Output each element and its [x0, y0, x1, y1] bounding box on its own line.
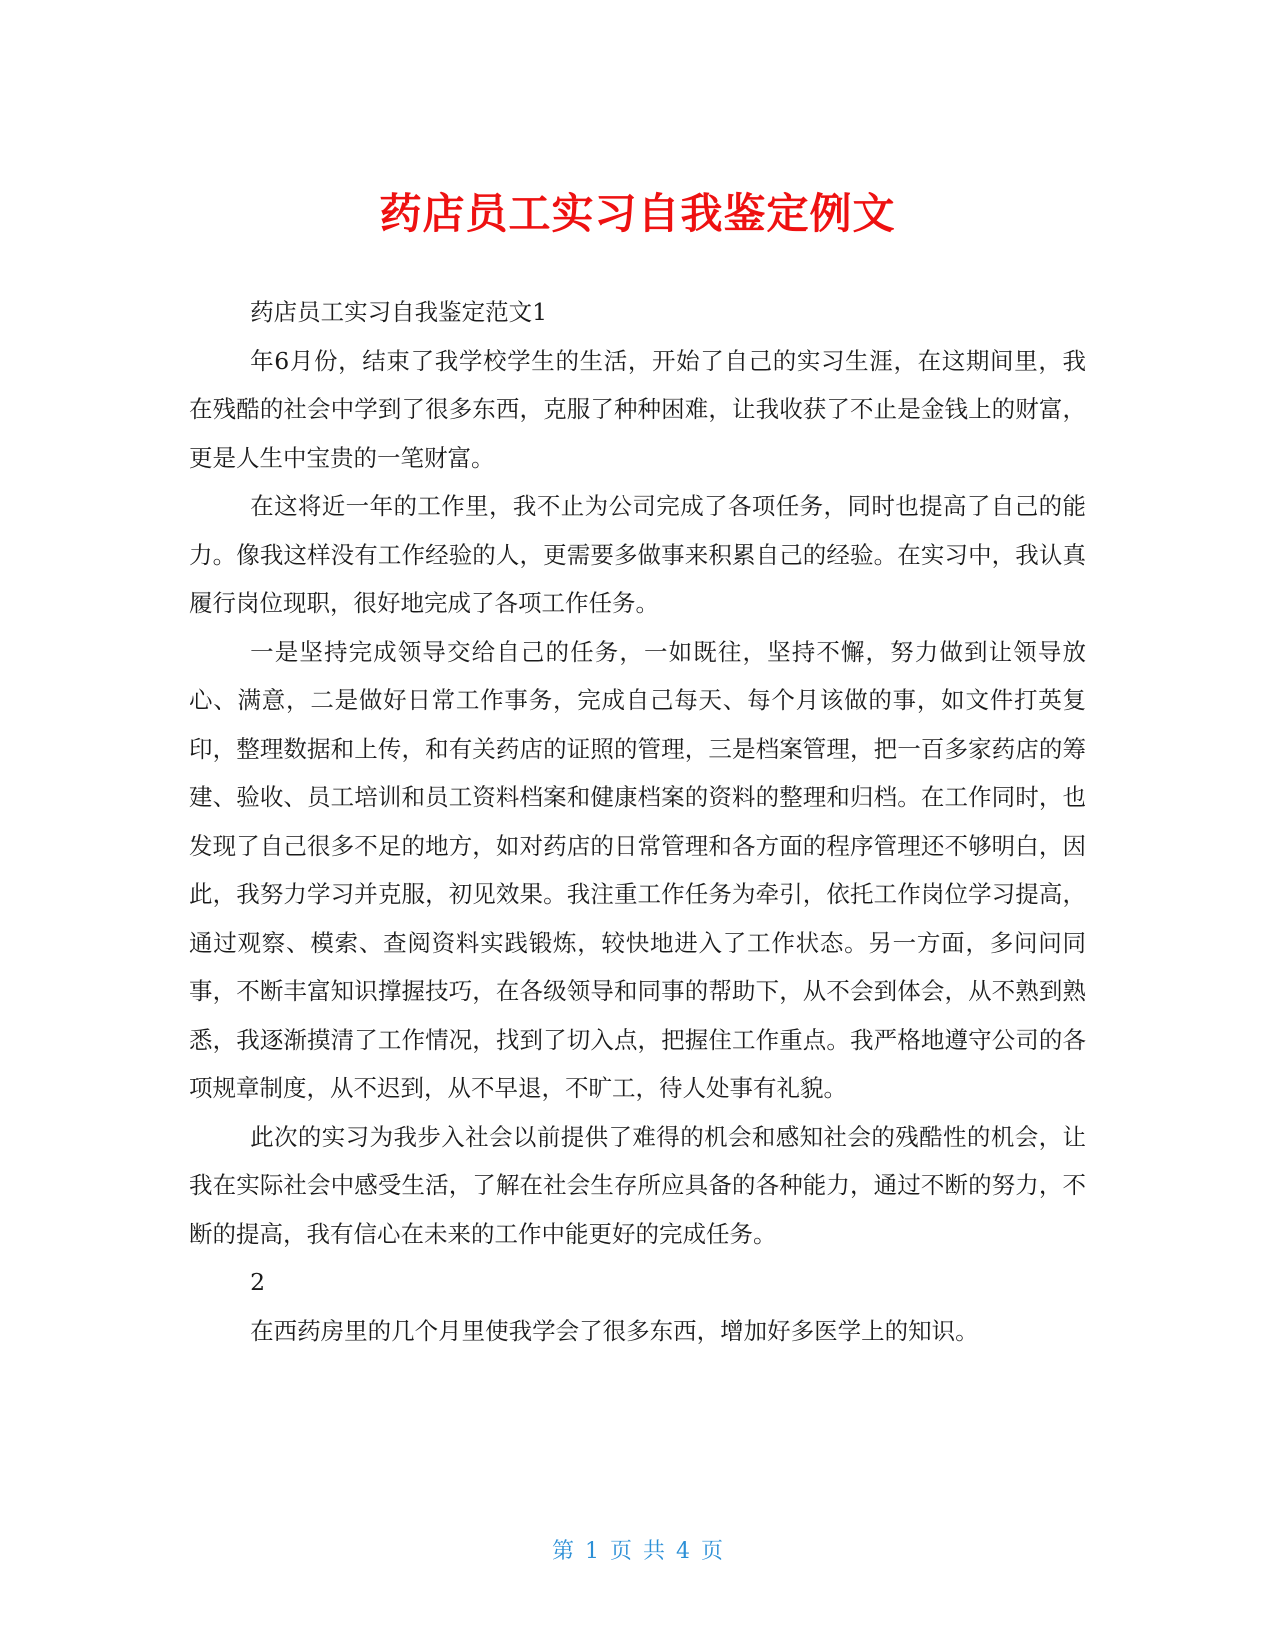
paragraph: 在这将近一年的工作里，我不止为公司完成了各项任务，同时也提高了自己的能力。像我这样没有工作经验的人，更需要多做事来积累自己的经验。在实习中，我认真履行岗位现职，很好地完成了各项工作任务。 [189, 492, 1086, 617]
paragraph: 在西药房里的几个月里使我学会了很多东西，增加好多医学上的知识。 [250, 1316, 979, 1345]
paragraph: 此次的实习为我步入社会以前提供了难得的机会和感知社会的残酷性的机会，让我在实际社会中感受生活，了解在社会生存所应具备的各种能力，通过不断的努力，不断的提高，我有信心在未来的工作中能更好的完成任务。 [189, 1122, 1086, 1248]
paragraph: 一是坚持完成领导交给自己的任务，一如既往，坚持不懈，努力做到让领导放心、满意，二是做好日常工作事务，完成自己每天、每个月该做的事，如文件打英复印，整理数据和上传，和有关药店的证照的管理，三是档案管理，把一百多家药店的筹建、验收、员工培训和员工资料档案和健康档案的资料的整理和归档。在工作同时，也发现了自己很多不足的地方，如对药店的日常管理和各方面的程序管理还不够明白，因此，我努力学习并克服，初见效果。我注重工作任务为牵引，依托工作岗位学习提高，通过观察、模索、查阅资料实践锻炼，较快地进入了工作状态。另一方面，多问问同事，不断丰富知识撑握技巧，在各级领导和同事的帮助下，从不会到体会，从不熟到熟悉，我逐渐摸清了工作情况，找到了切入点，把握住工作重点。我严格地遵守公司的各项规章制度，从不迟到，从不早退，不旷工，待人处事有礼貌。 [189, 637, 1086, 1102]
page-footer: 第 1 页 共 4 页 [552, 1539, 723, 1564]
document-title: 药店员工实习自我鉴定例文 [379, 189, 896, 239]
paragraph-heading: 药店员工实习自我鉴定范文1 [250, 298, 548, 326]
paragraph: 年6月份，结束了我学校学生的生活，开始了自己的实习生涯，在这期间里，我在残酷的社会中学到了很多东西，克服了种种困难，让我收获了不止是金钱上的财富，更是人生中宝贵的一笔财富。 [189, 346, 1086, 472]
document-body [189, 288, 1086, 1355]
section-number: 2 [250, 1268, 266, 1296]
